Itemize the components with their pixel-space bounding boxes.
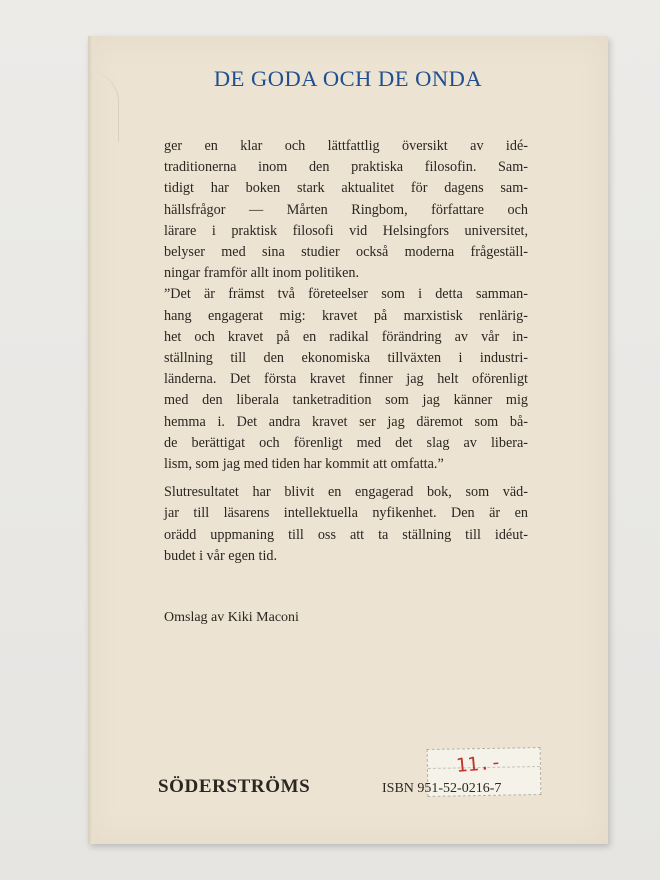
book-back-cover [88, 36, 608, 844]
cover-credit: Omslag av Kiki Maconi [164, 610, 299, 625]
quote-line: länderna. Det första kravet finner jag helt oförenligt [164, 371, 528, 388]
blurb-line: ger en klar och lättfattlig översikt av idé- [164, 138, 528, 154]
blurb-line: budet i vår egen tid. [164, 547, 278, 564]
quote-line: lism, som jag med tiden har kommit att omfatta.” [164, 456, 444, 473]
blurb-line: Slutresultatet har blivit en engagerad bok, som väd- [164, 484, 528, 501]
book-title: DE GODA OCH DE ONDA [213, 66, 483, 91]
blurb-text [164, 136, 528, 567]
blurb-line: hällsfrågor — Mårten Ringbom, författare och [164, 201, 528, 218]
blurb-line: belyser med sina studier också moderna frågeställ- [164, 244, 528, 261]
price-label: 11.- [454, 751, 503, 778]
isbn-number: ISBN 951-52-0216-7 [382, 781, 502, 796]
blurb-paragraph-3 [164, 482, 528, 567]
publisher-name: SÖDERSTRÖMS [158, 776, 311, 797]
quote-line: med den liberala tanketradition som jag känner mig [164, 392, 528, 409]
blurb-line: ningar framför allt inom politiken. [164, 265, 360, 282]
blurb-line: orädd uppmaning till oss att ta ställning till idéut- [164, 526, 528, 543]
quote-line: ställning till den ekonomiska tillväxten i industri- [164, 350, 528, 367]
blurb-paragraph-1 [164, 136, 528, 284]
blurb-line: lärare i praktisk filosofi vid Helsingfors universitet, [164, 222, 528, 239]
quote-line: de berättigat och förenligt med det slag av libera- [164, 434, 528, 451]
blurb-line: jar till läsarens intellektuella nyfikenhet. Den är en [164, 505, 528, 522]
paragraph-gap [164, 475, 528, 482]
cover-edge [88, 36, 94, 844]
quote-line: hemma i. Det andra kravet ser jag däremot som bå- [164, 413, 528, 430]
quote-line: het och kravet på en radikal förändring av vår in- [164, 328, 528, 345]
quote-line: ”Det är främst två företeelser som i detta samman- [164, 286, 528, 303]
blurb-line: tidigt har boken stark aktualitet för dagens sam- [164, 180, 528, 197]
blurb-line: traditionerna inom den praktiska filosofin. Sam- [164, 159, 528, 176]
blurb-quote [164, 284, 528, 475]
quote-line: hang engagerat mig: kravet på marxistisk renlärig- [164, 307, 528, 324]
